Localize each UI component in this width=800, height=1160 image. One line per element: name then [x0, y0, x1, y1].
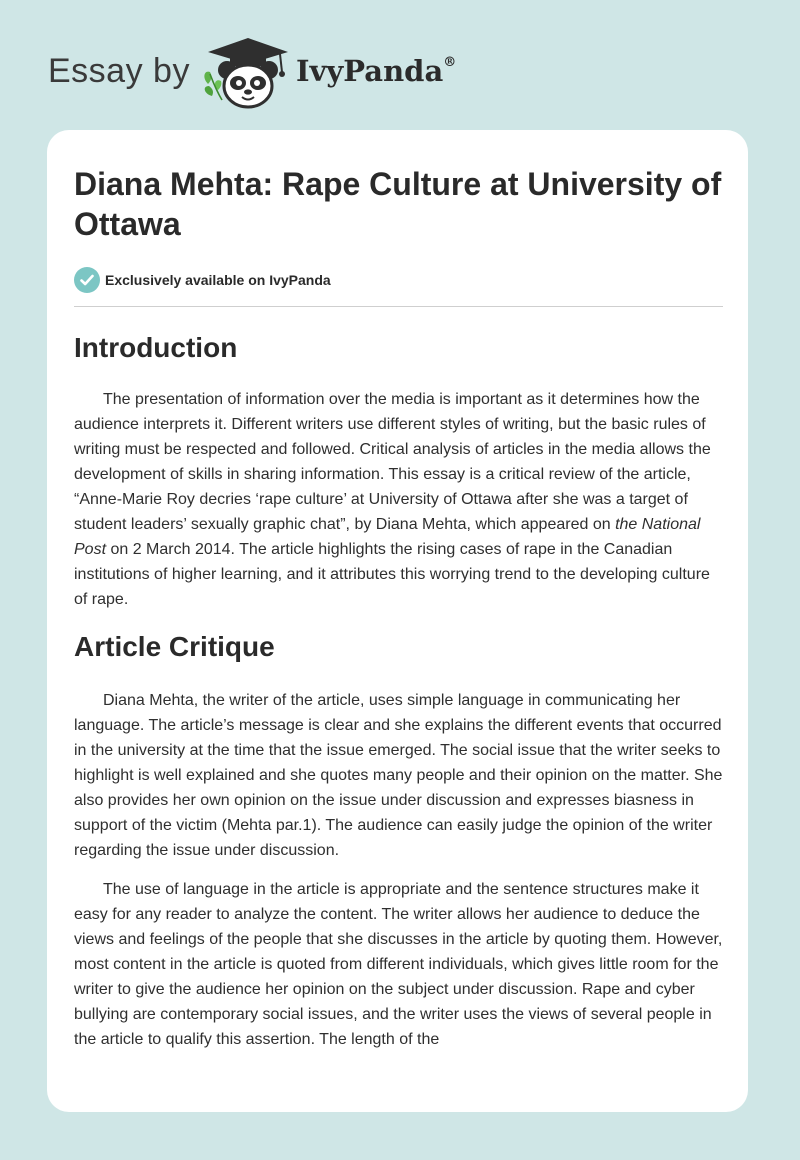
exclusive-badge [74, 266, 722, 294]
registered-mark: ® [443, 55, 457, 71]
essay-card [47, 130, 748, 1112]
site-header [0, 0, 800, 130]
intro-text-start: The presentation of information over the media is important as it determines how the audience interprets it. Different writers use different styles of writing, but the basic rules of writing must be respected and followed. Critical analysis of articles in the media allows the development of skills in sharing information. This essay is a critical review of the article, “Anne-Marie Roy decries ‘rape culture’ at University of Ottawa after she was a target of student leaders’ sexually graphic chat”, by Diana Mehta, which appeared on [74, 391, 711, 533]
ivypanda-wordmark[interactable] [296, 54, 456, 88]
introduction-paragraph [74, 387, 724, 612]
critique-paragraph-1: Diana Mehta, the writer of the article, uses simple language in communicating her language. The article’s message is clear and she explains the different events that occurred in the university at the time that the issue emerged. The social issue that the writer seeks to highlight is well explained and she quotes many people and their opinion on the matter. She also provides her own opinion on the issue under discussion and expresses biasness in support of the victim (Mehta par.1). The audience can easily judge the opinion of the writer regarding the issue under discussion. [74, 692, 723, 859]
brand-name-text: IvyPanda [296, 54, 444, 88]
panda-graduation-cap-icon[interactable] [200, 34, 296, 110]
intro-text-end: on 2 March 2014. The article highlights the rising cases of rape in the Canadian institutions of higher learning, and it attributes this worrying trend to the developing culture of rape. [74, 541, 710, 608]
publication-name: the National Post [74, 516, 701, 558]
exclusive-label: Exclusively available on IvyPanda [105, 272, 331, 288]
essay-by-label: Essay by [48, 52, 190, 90]
essay-title: Diana Mehta: Rape Culture at University of Ottawa [74, 166, 722, 242]
section-heading-article-critique: Article Critique [74, 631, 275, 662]
critique-paragraph-2: The use of language in the article is appropriate and the sentence structures make it easy for any reader to analyze the content. The writer allows her audience to deduce the views and feelings of the people that she discusses in the article by quoting them. However, most content in the article is quoted from different individuals, which gives little room for the writer to give the audience her opinion on the subject under discussion. Rape and cyber bullying are contemporary social issues, and the writer uses the views of several people in the article to qualify this assertion. The length of the [74, 881, 723, 1048]
title-divider [74, 306, 723, 307]
section-heading-introduction: Introduction [74, 332, 238, 363]
check-circle-icon [74, 267, 100, 293]
